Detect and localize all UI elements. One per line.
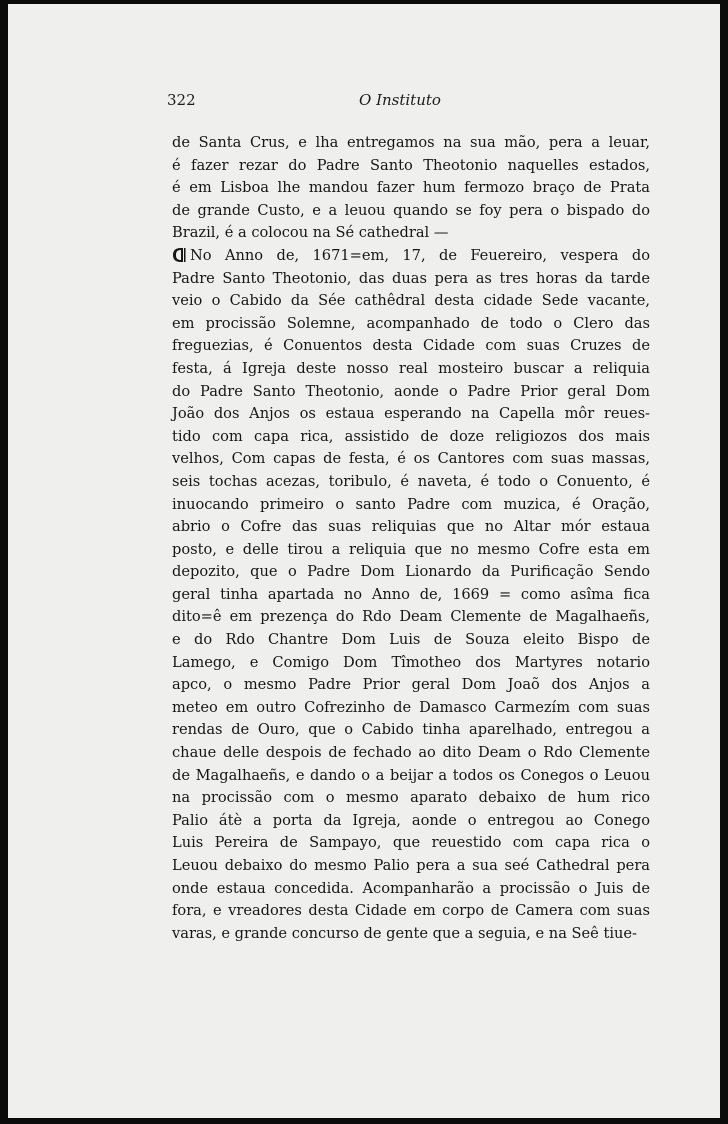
text-line: de Magalhaeñs, e dando o a beijar a todos os Conegos o Leuou	[172, 766, 650, 784]
text-line: rendas de Ouro, que o Cabido tinha aparelhado, entregou a	[172, 721, 650, 739]
text-line: de grande Custo, e a leuou quando se foy pera o bispado do	[172, 201, 650, 219]
page-number: 322	[167, 91, 196, 109]
text-line: é fazer rezar do Padre Santo Theotonio naquelles estados,	[172, 156, 650, 174]
text-line: veio o Cabido da Sée cathêdral desta cidade Sede vacante,	[172, 292, 650, 310]
text-line: varas, e grande concurso de gente que a seguia, e na Seê tiue-	[172, 924, 637, 942]
text-line: na procissão com o mesmo aparato debaixo de hum rico	[172, 789, 650, 807]
paragraph-2	[172, 245, 650, 945]
text-line: velhos, Com capas de festa, é os Cantores com suas massas,	[172, 450, 650, 468]
text-line: de Santa Crus, e lha entregamos na sua mão, pera a leuar,	[172, 134, 650, 151]
text-line: João dos Anjos os estaua esperando na Capella môr reues-	[172, 405, 650, 423]
text-line: Lamego, e Comigo Dom Tîmotheo dos Martyres notario	[172, 653, 650, 671]
text-line: onde estaua concedida. Acompanharão a procissão o Juis de	[172, 879, 650, 897]
body-text	[172, 132, 650, 945]
text-line: posto, e delle tirou a reliquia que no mesmo Cofre esta em	[172, 540, 650, 558]
text-line: Padre Santo Theotonio, das duas pera as tres horas da tarde	[172, 269, 650, 287]
text-line: fora, e vreadores desta Cidade em corpo de Camera com suas	[172, 902, 650, 920]
text-line: festa, á Igreja deste nosso real mosteiro buscar a reliquia	[172, 359, 650, 377]
text-line: geral tinha apartada no Anno de, 1669 = como asîma fica	[172, 585, 650, 603]
text-line: chaue delle despois de fechado ao dito Deam o Rdo Clemente	[172, 744, 650, 762]
text-line: é em Lisboa lhe mandou fazer hum fermozo braço de Prata	[172, 179, 650, 197]
text-line: e do Rdo Chantre Dom Luis de Souza eleito Bispo de	[172, 631, 650, 649]
text-line: meteo em outro Cofrezinho de Damasco Carmezím com suas	[172, 698, 650, 716]
running-title: O Instituto	[359, 91, 441, 109]
text-line-first	[172, 245, 650, 268]
paragraph-mark-icon	[172, 245, 190, 268]
text-line: seis tochas acezas, toribulo, é naveta, é todo o Conuento, é	[172, 472, 650, 490]
text-line: dito=ê em prezença do Rdo Deam Clemente de Magalhaeñs,	[172, 608, 650, 626]
paragraph-2-first-text: No Anno de, 1671=em, 17, de Feuereiro, vespera do	[190, 246, 650, 264]
text-line: inuocando primeiro o santo Padre com muzica, é Oração,	[172, 495, 650, 513]
text-line: tido com capa rica, assistido de doze religiozos dos mais	[172, 427, 650, 445]
text-line: freguezias, é Conuentos desta Cidade com suas Cruzes de	[172, 337, 650, 355]
document-page	[8, 4, 720, 1118]
text-line: Leuou debaixo do mesmo Palio pera a sua seé Cathedral pera	[172, 857, 650, 874]
text-line: do Padre Santo Theotonio, aonde o Padre Prior geral Dom	[172, 382, 650, 400]
text-line: Brazil, é a colocou na Sé cathedral —	[172, 224, 449, 242]
text-line: em procissão Solemne, acompanhado de todo o Clero das	[172, 314, 650, 332]
text-line: Luis Pereira de Sampayo, que reuestido com capa rica o	[172, 834, 650, 852]
text-line: abrio o Cofre das suas reliquias que no Altar mór estaua	[172, 518, 650, 536]
page-header	[167, 87, 469, 111]
text-line: depozito, que o Padre Dom Lionardo da Purificação Sendo	[172, 563, 650, 581]
text-line: apco, o mesmo Padre Prior geral Dom Joaõ dos Anjos a	[172, 676, 650, 694]
text-line: Palio átè a porta da Igreja, aonde o entregou ao Conego	[172, 811, 650, 829]
paragraph-1	[172, 132, 650, 245]
